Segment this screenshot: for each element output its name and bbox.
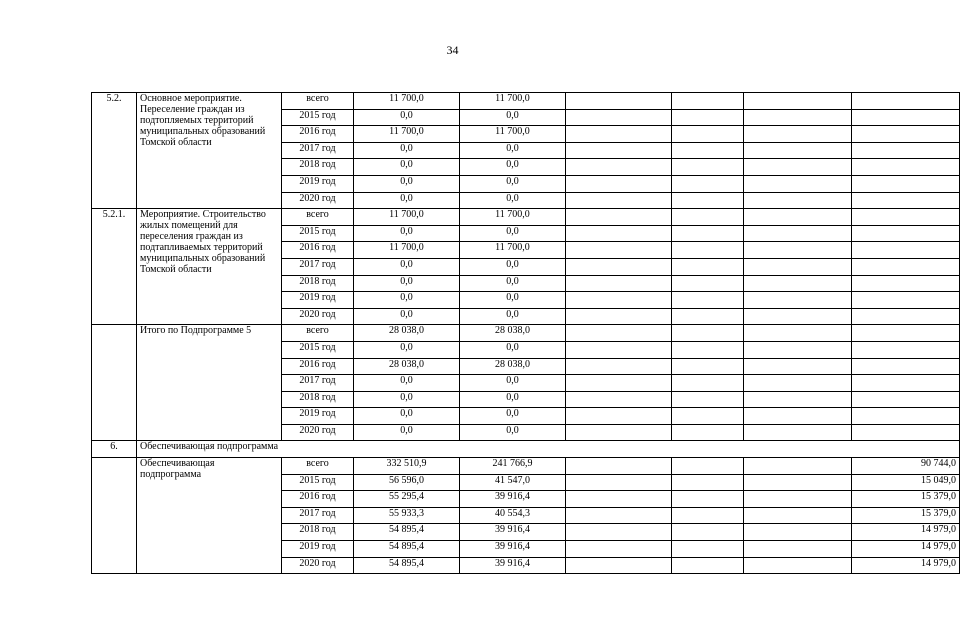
value-col4-cell [672, 557, 744, 574]
section-number [92, 325, 137, 441]
value-col5-cell [744, 242, 852, 259]
value-col4-cell [672, 242, 744, 259]
value-col3-cell [566, 159, 672, 176]
value-col3-cell [566, 541, 672, 558]
section-description: Обеспечивающая подпрограмма [137, 458, 282, 574]
value-col4-cell [672, 175, 744, 192]
budget-table [91, 92, 960, 574]
value-col3-cell [566, 192, 672, 209]
value-col3-cell [566, 358, 672, 375]
value-col3-cell [566, 325, 672, 342]
value-total-cell: 55 933,3 [354, 507, 460, 524]
year-cell: 2018 год [282, 275, 354, 292]
section-number: 5.2.1. [92, 209, 137, 325]
section-description: Мероприятие. Строительство жилых помещений для переселения граждан из подтапливаемых территорий муниципальных образований Томской области [137, 209, 282, 325]
value-total-cell: 0,0 [354, 225, 460, 242]
value-col4-cell [672, 541, 744, 558]
value-total-cell: 11 700,0 [354, 126, 460, 143]
value-col6-cell: 90 744,0 [852, 458, 960, 475]
table-row [92, 209, 960, 226]
value-col4-cell [672, 458, 744, 475]
year-cell: 2018 год [282, 391, 354, 408]
value-col5-cell [744, 557, 852, 574]
value-col6-cell [852, 242, 960, 259]
year-cell: 2018 год [282, 524, 354, 541]
value-col6-cell: 14 979,0 [852, 557, 960, 574]
value-col3-cell [566, 292, 672, 309]
value-col6-cell [852, 225, 960, 242]
year-cell: 2017 год [282, 507, 354, 524]
value-col4-cell [672, 308, 744, 325]
value-col5-cell [744, 325, 852, 342]
value-col3-cell [566, 557, 672, 574]
value-federal-cell: 241 766,9 [460, 458, 566, 475]
value-col6-cell: 15 379,0 [852, 507, 960, 524]
value-col4-cell [672, 325, 744, 342]
year-cell: 2016 год [282, 491, 354, 508]
year-cell: всего [282, 93, 354, 110]
value-col3-cell [566, 341, 672, 358]
value-federal-cell: 0,0 [460, 225, 566, 242]
value-col5-cell [744, 458, 852, 475]
value-total-cell: 0,0 [354, 292, 460, 309]
section-number [92, 458, 137, 574]
value-col4-cell [672, 474, 744, 491]
value-col6-cell [852, 192, 960, 209]
value-col3-cell [566, 126, 672, 143]
section-number: 6. [92, 441, 137, 458]
value-col5-cell [744, 209, 852, 226]
value-col5-cell [744, 308, 852, 325]
value-col4-cell [672, 391, 744, 408]
value-total-cell: 0,0 [354, 192, 460, 209]
value-federal-cell: 11 700,0 [460, 93, 566, 110]
value-total-cell: 0,0 [354, 391, 460, 408]
value-federal-cell: 0,0 [460, 258, 566, 275]
value-col3-cell [566, 424, 672, 441]
value-col3-cell [566, 209, 672, 226]
value-col5-cell [744, 424, 852, 441]
value-col5-cell [744, 292, 852, 309]
value-col6-cell [852, 408, 960, 425]
value-col5-cell [744, 358, 852, 375]
section-description: Основное мероприятие. Переселение граждан из подтопляемых территорий муниципальных образований Томской области [137, 93, 282, 209]
section-title: Обеспечивающая подпрограмма [137, 441, 960, 458]
value-col3-cell [566, 524, 672, 541]
value-col4-cell [672, 192, 744, 209]
value-col3-cell [566, 507, 672, 524]
year-cell: 2020 год [282, 308, 354, 325]
value-col5-cell [744, 524, 852, 541]
year-cell: 2019 год [282, 408, 354, 425]
value-total-cell: 332 510,9 [354, 458, 460, 475]
value-col6-cell [852, 341, 960, 358]
year-cell: 2015 год [282, 225, 354, 242]
value-col4-cell [672, 491, 744, 508]
value-col4-cell [672, 258, 744, 275]
value-col6-cell [852, 292, 960, 309]
value-federal-cell: 0,0 [460, 391, 566, 408]
year-cell: 2019 год [282, 541, 354, 558]
year-cell: 2017 год [282, 375, 354, 392]
value-federal-cell: 11 700,0 [460, 126, 566, 143]
value-col5-cell [744, 159, 852, 176]
value-col4-cell [672, 408, 744, 425]
value-total-cell: 0,0 [354, 341, 460, 358]
value-federal-cell: 41 547,0 [460, 474, 566, 491]
year-cell: 2017 год [282, 142, 354, 159]
value-col5-cell [744, 408, 852, 425]
value-total-cell: 11 700,0 [354, 209, 460, 226]
value-total-cell: 0,0 [354, 109, 460, 126]
value-federal-cell: 0,0 [460, 109, 566, 126]
value-col5-cell [744, 391, 852, 408]
page-number: 34 [446, 43, 459, 57]
value-federal-cell: 11 700,0 [460, 209, 566, 226]
value-total-cell: 11 700,0 [354, 93, 460, 110]
table-row [92, 458, 960, 475]
value-federal-cell: 28 038,0 [460, 358, 566, 375]
value-col5-cell [744, 126, 852, 143]
value-col6-cell [852, 375, 960, 392]
value-col5-cell [744, 275, 852, 292]
year-cell: 2020 год [282, 424, 354, 441]
budget-table-body [92, 93, 960, 574]
value-col6-cell [852, 275, 960, 292]
value-total-cell: 0,0 [354, 142, 460, 159]
year-cell: всего [282, 458, 354, 475]
value-total-cell: 28 038,0 [354, 325, 460, 342]
value-col3-cell [566, 375, 672, 392]
value-col6-cell [852, 93, 960, 110]
value-federal-cell: 0,0 [460, 424, 566, 441]
value-federal-cell: 0,0 [460, 308, 566, 325]
table-row [92, 441, 960, 458]
value-col4-cell [672, 275, 744, 292]
value-col4-cell [672, 109, 744, 126]
year-cell: 2016 год [282, 126, 354, 143]
value-col4-cell [672, 507, 744, 524]
value-col6-cell [852, 258, 960, 275]
value-federal-cell: 0,0 [460, 375, 566, 392]
section-number: 5.2. [92, 93, 137, 209]
value-col5-cell [744, 109, 852, 126]
value-total-cell: 54 895,4 [354, 557, 460, 574]
value-col5-cell [744, 507, 852, 524]
year-cell: 2019 год [282, 292, 354, 309]
value-col4-cell [672, 358, 744, 375]
value-col4-cell [672, 292, 744, 309]
value-federal-cell: 0,0 [460, 341, 566, 358]
year-cell: 2016 год [282, 358, 354, 375]
value-col3-cell [566, 109, 672, 126]
table-row [92, 93, 960, 110]
value-federal-cell: 0,0 [460, 408, 566, 425]
value-total-cell: 56 596,0 [354, 474, 460, 491]
value-total-cell: 11 700,0 [354, 242, 460, 259]
value-federal-cell: 0,0 [460, 292, 566, 309]
value-total-cell: 0,0 [354, 159, 460, 176]
value-federal-cell: 0,0 [460, 142, 566, 159]
value-col4-cell [672, 424, 744, 441]
value-total-cell: 0,0 [354, 308, 460, 325]
value-federal-cell: 11 700,0 [460, 242, 566, 259]
value-col3-cell [566, 391, 672, 408]
value-federal-cell: 39 916,4 [460, 557, 566, 574]
value-total-cell: 0,0 [354, 375, 460, 392]
value-federal-cell: 39 916,4 [460, 524, 566, 541]
year-cell: всего [282, 209, 354, 226]
value-col6-cell [852, 391, 960, 408]
value-col3-cell [566, 458, 672, 475]
value-col6-cell [852, 424, 960, 441]
value-col3-cell [566, 93, 672, 110]
year-cell: всего [282, 325, 354, 342]
value-col3-cell [566, 474, 672, 491]
value-col5-cell [744, 225, 852, 242]
value-col4-cell [672, 209, 744, 226]
value-col3-cell [566, 408, 672, 425]
value-col4-cell [672, 159, 744, 176]
value-col6-cell: 15 379,0 [852, 491, 960, 508]
year-cell: 2019 год [282, 175, 354, 192]
value-col6-cell [852, 109, 960, 126]
year-cell: 2015 год [282, 341, 354, 358]
value-col5-cell [744, 491, 852, 508]
table-row [92, 325, 960, 342]
value-col6-cell [852, 308, 960, 325]
value-col6-cell [852, 175, 960, 192]
value-col4-cell [672, 142, 744, 159]
value-total-cell: 54 895,4 [354, 541, 460, 558]
value-col4-cell [672, 225, 744, 242]
value-col3-cell [566, 225, 672, 242]
value-col3-cell [566, 275, 672, 292]
value-col5-cell [744, 375, 852, 392]
value-col4-cell [672, 126, 744, 143]
value-col5-cell [744, 541, 852, 558]
section-description: Итого по Подпрограмме 5 [137, 325, 282, 441]
value-col4-cell [672, 341, 744, 358]
value-col6-cell [852, 142, 960, 159]
value-federal-cell: 0,0 [460, 192, 566, 209]
year-cell: 2018 год [282, 159, 354, 176]
value-total-cell: 28 038,0 [354, 358, 460, 375]
value-federal-cell: 40 554,3 [460, 507, 566, 524]
value-col4-cell [672, 93, 744, 110]
value-col5-cell [744, 341, 852, 358]
value-total-cell: 54 895,4 [354, 524, 460, 541]
year-cell: 2015 год [282, 474, 354, 491]
value-col6-cell [852, 209, 960, 226]
value-col4-cell [672, 524, 744, 541]
year-cell: 2015 год [282, 109, 354, 126]
value-col6-cell: 14 979,0 [852, 524, 960, 541]
value-total-cell: 0,0 [354, 424, 460, 441]
year-cell: 2020 год [282, 192, 354, 209]
value-total-cell: 0,0 [354, 258, 460, 275]
value-total-cell: 0,0 [354, 408, 460, 425]
value-federal-cell: 0,0 [460, 275, 566, 292]
value-federal-cell: 39 916,4 [460, 541, 566, 558]
year-cell: 2017 год [282, 258, 354, 275]
value-col6-cell [852, 325, 960, 342]
value-federal-cell: 0,0 [460, 175, 566, 192]
value-federal-cell: 39 916,4 [460, 491, 566, 508]
value-col5-cell [744, 142, 852, 159]
value-col3-cell [566, 142, 672, 159]
value-col6-cell [852, 159, 960, 176]
year-cell: 2016 год [282, 242, 354, 259]
value-col6-cell: 14 979,0 [852, 541, 960, 558]
value-col5-cell [744, 258, 852, 275]
value-col5-cell [744, 474, 852, 491]
value-total-cell: 55 295,4 [354, 491, 460, 508]
value-col3-cell [566, 242, 672, 259]
value-col3-cell [566, 175, 672, 192]
value-col3-cell [566, 308, 672, 325]
value-col5-cell [744, 175, 852, 192]
value-col6-cell: 15 049,0 [852, 474, 960, 491]
value-col3-cell [566, 491, 672, 508]
value-total-cell: 0,0 [354, 275, 460, 292]
value-col3-cell [566, 258, 672, 275]
value-federal-cell: 28 038,0 [460, 325, 566, 342]
value-col6-cell [852, 126, 960, 143]
value-federal-cell: 0,0 [460, 159, 566, 176]
year-cell: 2020 год [282, 557, 354, 574]
value-col4-cell [672, 375, 744, 392]
value-col5-cell [744, 93, 852, 110]
value-total-cell: 0,0 [354, 175, 460, 192]
value-col5-cell [744, 192, 852, 209]
value-col6-cell [852, 358, 960, 375]
